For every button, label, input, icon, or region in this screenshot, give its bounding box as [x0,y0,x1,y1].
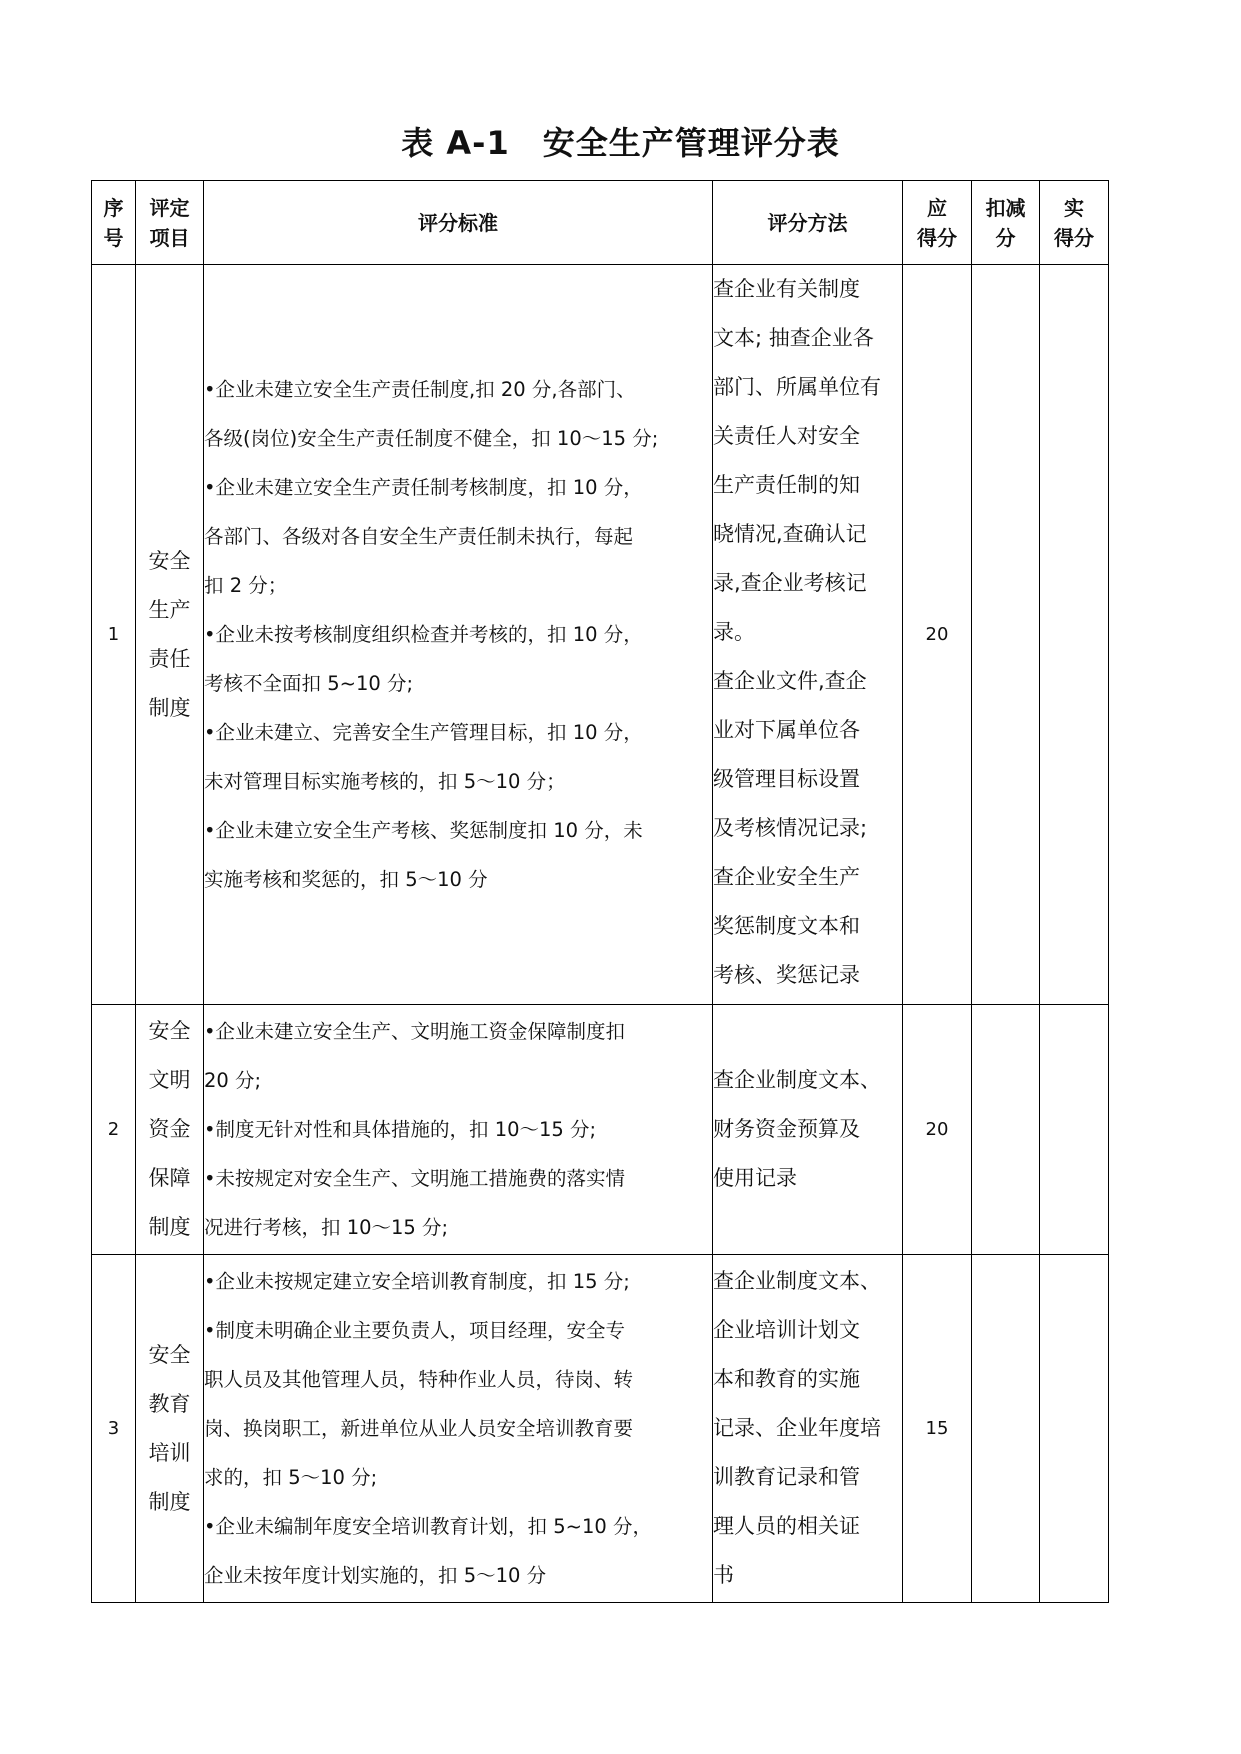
row-actual[interactable] [1040,265,1109,1005]
row-deduct[interactable] [972,265,1040,1005]
table-row [92,265,1109,1005]
row-criteria: •企业未建立安全生产责任制度,扣 20 分,各部门、 各级(岗位)安全生产责任制度不健全，扣 10～15 分; •企业未建立安全生产责任制考核制度，扣 10 分， 各部门、各级对各自安全生产责任制未执行，每起 扣 2 分； •企业未按考核制度组织检查并考核的，扣 10 分， 考核不全面扣 5~10 分; •企业未建立、完善安全生产管理目标，扣 10 分， 未对管理目标实施考核的，扣 5～10 分； •企业未建立安全生产考核、奖惩制度扣 10 分，未 实施考核和奖惩的，扣 5～10 分 [204,265,713,1005]
header-criteria: 评分标准 [204,181,713,265]
row-criteria: •企业未按规定建立安全培训教育制度，扣 15 分; •制度未明确企业主要负责人，项目经理，安全专 职人员及其他管理人员，特种作业人员，待岗、转 岗、换岗职工，新进单位从业人员安全培训教育要 求的，扣 5～10 分; •企业未编制年度安全培训教育计划，扣 5~10 分， 企业未按年度计划实施的，扣 5～10 分 [204,1255,713,1603]
table-row [92,1005,1109,1255]
row-no: 3 [92,1255,136,1603]
row-item: 安全 生产 责任 制度 [136,265,204,1005]
page-title: 表 A-1 安全生产管理评分表 [401,124,840,162]
header-item: 评定 项目 [136,181,204,265]
row-method: 查企业有关制度 文本; 抽查企业各 部门、所属单位有 关责任人对安全 生产责任制的知 晓情况,查确认记 录,查企业考核记 录。 查企业文件,查企 业对下属单位各 级管理目标设置 及考核情况记录; 查企业安全生产 奖惩制度文本和 考核、奖惩记录 [713,265,903,1005]
score-table [91,180,1109,1603]
header-no: 序 号 [92,181,136,265]
row-full-score: 20 [903,1005,972,1255]
row-full-score: 15 [903,1255,972,1603]
header-method: 评分方法 [713,181,903,265]
row-item: 安全 文明 资金 保障 制度 [136,1005,204,1255]
row-actual[interactable] [1040,1255,1109,1603]
row-deduct[interactable] [972,1255,1040,1603]
table-row [92,1255,1109,1603]
row-full-score: 20 [903,265,972,1005]
header-actual: 实 得分 [1040,181,1109,265]
row-item: 安全 教育 培训 制度 [136,1255,204,1603]
header-full-score: 应 得分 [903,181,972,265]
header-row [92,181,1109,265]
row-criteria: •企业未建立安全生产、文明施工资金保障制度扣 20 分; •制度无针对性和具体措施的，扣 10～15 分; •未按规定对安全生产、文明施工措施费的落实情 况进行考核，扣 10～15 分; [204,1005,713,1255]
row-method: 查企业制度文本、 财务资金预算及 使用记录 [713,1005,903,1255]
row-no: 1 [92,265,136,1005]
header-deduct: 扣减 分 [972,181,1040,265]
row-actual[interactable] [1040,1005,1109,1255]
row-method: 查企业制度文本、 企业培训计划文 本和教育的实施 记录、企业年度培 训教育记录和管 理人员的相关证 书 [713,1255,903,1603]
row-deduct[interactable] [972,1005,1040,1255]
row-no: 2 [92,1005,136,1255]
